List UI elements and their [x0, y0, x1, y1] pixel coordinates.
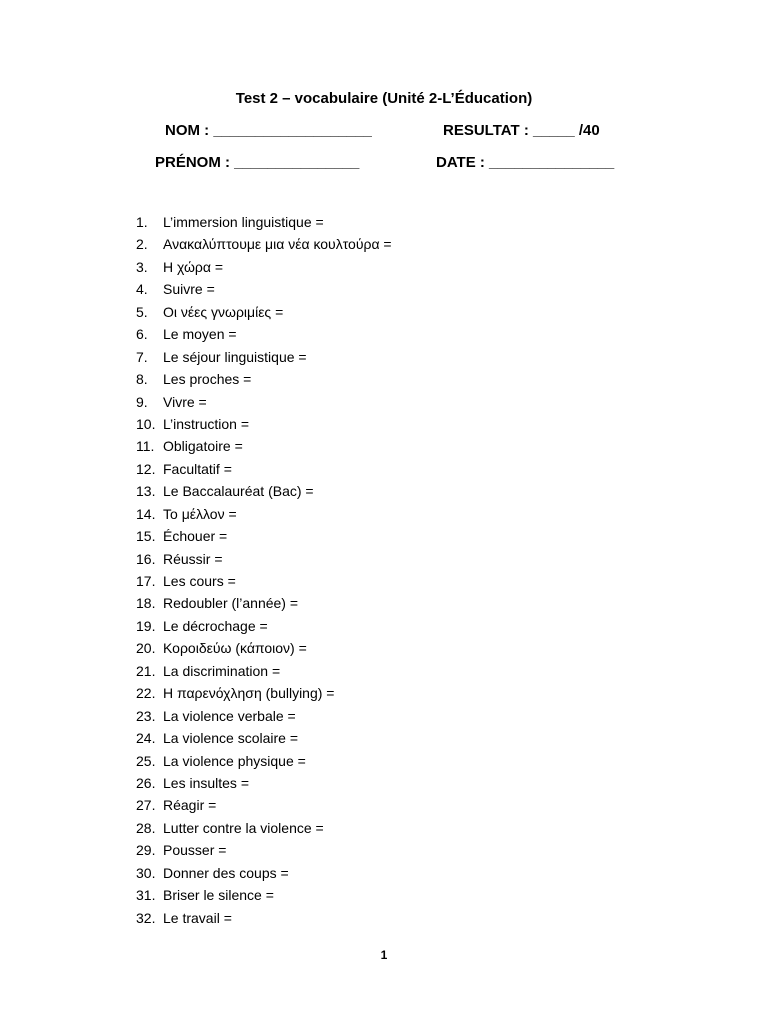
- item-number: 3.: [136, 258, 148, 275]
- list-item: [136, 884, 696, 906]
- list-item: [136, 503, 696, 525]
- list-item: [136, 817, 696, 839]
- item-term: Le Baccalauréat (Bac) =: [163, 483, 314, 500]
- item-term: Le travail =: [163, 909, 232, 926]
- list-item: [136, 794, 696, 816]
- list-item: [136, 682, 696, 704]
- item-number: 30.: [136, 864, 156, 881]
- item-term: La violence verbale =: [163, 707, 296, 724]
- item-term: Réussir =: [163, 550, 223, 567]
- item-number: 8.: [136, 371, 148, 388]
- list-item: [136, 907, 696, 929]
- item-number: 10.: [136, 415, 156, 432]
- item-term: Obligatoire =: [163, 438, 243, 455]
- item-term: Facultatif =: [163, 460, 232, 477]
- item-number: 21.: [136, 662, 156, 679]
- item-number: 12.: [136, 460, 156, 477]
- date-field: DATE : _______________: [436, 154, 615, 171]
- item-term: Les proches =: [163, 371, 252, 388]
- item-number: 2.: [136, 236, 148, 253]
- list-item: [136, 256, 696, 278]
- list-item: [136, 413, 696, 435]
- item-term: Lutter contre la violence =: [163, 819, 324, 836]
- item-number: 16.: [136, 550, 156, 567]
- item-number: 4.: [136, 281, 148, 298]
- list-item: [136, 346, 696, 368]
- item-term: L’instruction =: [163, 415, 249, 432]
- list-item: [136, 301, 696, 323]
- list-item: [136, 323, 696, 345]
- item-number: 23.: [136, 707, 156, 724]
- item-number: 32.: [136, 909, 156, 926]
- item-number: 19.: [136, 617, 156, 634]
- item-term: Ανακαλύπτουμε μια νέα κουλτούρα =: [163, 236, 392, 253]
- item-number: 7.: [136, 348, 148, 365]
- item-number: 24.: [136, 730, 156, 747]
- item-term: Briser le silence =: [163, 887, 274, 904]
- test-title: Test 2 – vocabulaire (Unité 2-L’Éducation): [235, 90, 533, 107]
- list-item: [136, 660, 696, 682]
- list-item: [136, 548, 696, 570]
- item-term: Les cours =: [163, 573, 236, 589]
- item-number: 14.: [136, 505, 156, 522]
- list-item: [136, 839, 696, 861]
- item-number: 13.: [136, 483, 156, 500]
- list-item: [136, 278, 696, 300]
- item-term: La violence physique =: [163, 752, 306, 769]
- item-term: Redoubler (l’année) =: [163, 595, 299, 612]
- item-number: 18.: [136, 595, 156, 612]
- item-number: 27.: [136, 797, 156, 814]
- item-term: Les insultes =: [163, 774, 249, 791]
- page-number: 1: [380, 948, 388, 962]
- list-item: [136, 615, 696, 637]
- item-term: Η χώρα =: [163, 258, 224, 275]
- prenom-field: PRÉNOM : _______________: [155, 154, 360, 171]
- item-number: 15.: [136, 528, 156, 545]
- list-item: [136, 862, 696, 884]
- nom-field: NOM : ___________________: [165, 122, 372, 139]
- item-number: 1.: [136, 214, 148, 230]
- item-term: Donner des coups =: [163, 864, 289, 881]
- item-term: Κοροιδεύω (κάποιον) =: [163, 640, 307, 657]
- list-item: [136, 368, 696, 390]
- item-term: Vivre =: [163, 393, 207, 410]
- list-item: [136, 750, 696, 772]
- resultat-field: RESULTAT : _____ /40: [443, 122, 600, 139]
- list-item: [136, 435, 696, 457]
- list-item: [136, 211, 696, 233]
- list-item: [136, 233, 696, 255]
- item-term: Το μέλλον =: [163, 505, 237, 522]
- item-number: 5.: [136, 303, 148, 320]
- item-term: Le séjour linguistique =: [163, 348, 307, 365]
- item-term: Le moyen =: [163, 326, 237, 343]
- item-term: Pousser =: [163, 842, 227, 859]
- item-number: 22.: [136, 685, 156, 702]
- list-item: [136, 727, 696, 749]
- item-term: La discrimination =: [163, 662, 281, 679]
- item-number: 28.: [136, 819, 156, 836]
- item-number: 17.: [136, 573, 156, 589]
- item-number: 25.: [136, 752, 156, 769]
- item-term: Réagir =: [163, 797, 217, 814]
- item-number: 20.: [136, 640, 156, 657]
- list-item: [136, 480, 696, 502]
- item-number: 9.: [136, 393, 148, 410]
- item-term: Le décrochage =: [163, 617, 268, 634]
- item-number: 29.: [136, 842, 156, 859]
- list-item: [136, 525, 696, 547]
- list-item: [136, 637, 696, 659]
- list-item: [136, 458, 696, 480]
- item-term: La violence scolaire =: [163, 730, 299, 747]
- list-item: [136, 705, 696, 727]
- item-term: Suivre =: [163, 281, 215, 298]
- vocabulary-list: [136, 211, 696, 929]
- item-term: L’immersion linguistique =: [163, 214, 324, 230]
- item-number: 31.: [136, 887, 156, 904]
- item-number: 6.: [136, 326, 148, 343]
- item-term: Échouer =: [163, 528, 228, 545]
- item-number: 26.: [136, 774, 156, 791]
- list-item: [136, 391, 696, 413]
- item-term: Η παρενόχληση (bullying) =: [163, 685, 335, 702]
- list-item: [136, 772, 696, 794]
- list-item: [136, 592, 696, 614]
- list-item: [136, 570, 696, 592]
- item-term: Οι νέες γνωριμίες =: [163, 303, 284, 320]
- item-number: 11.: [136, 438, 155, 455]
